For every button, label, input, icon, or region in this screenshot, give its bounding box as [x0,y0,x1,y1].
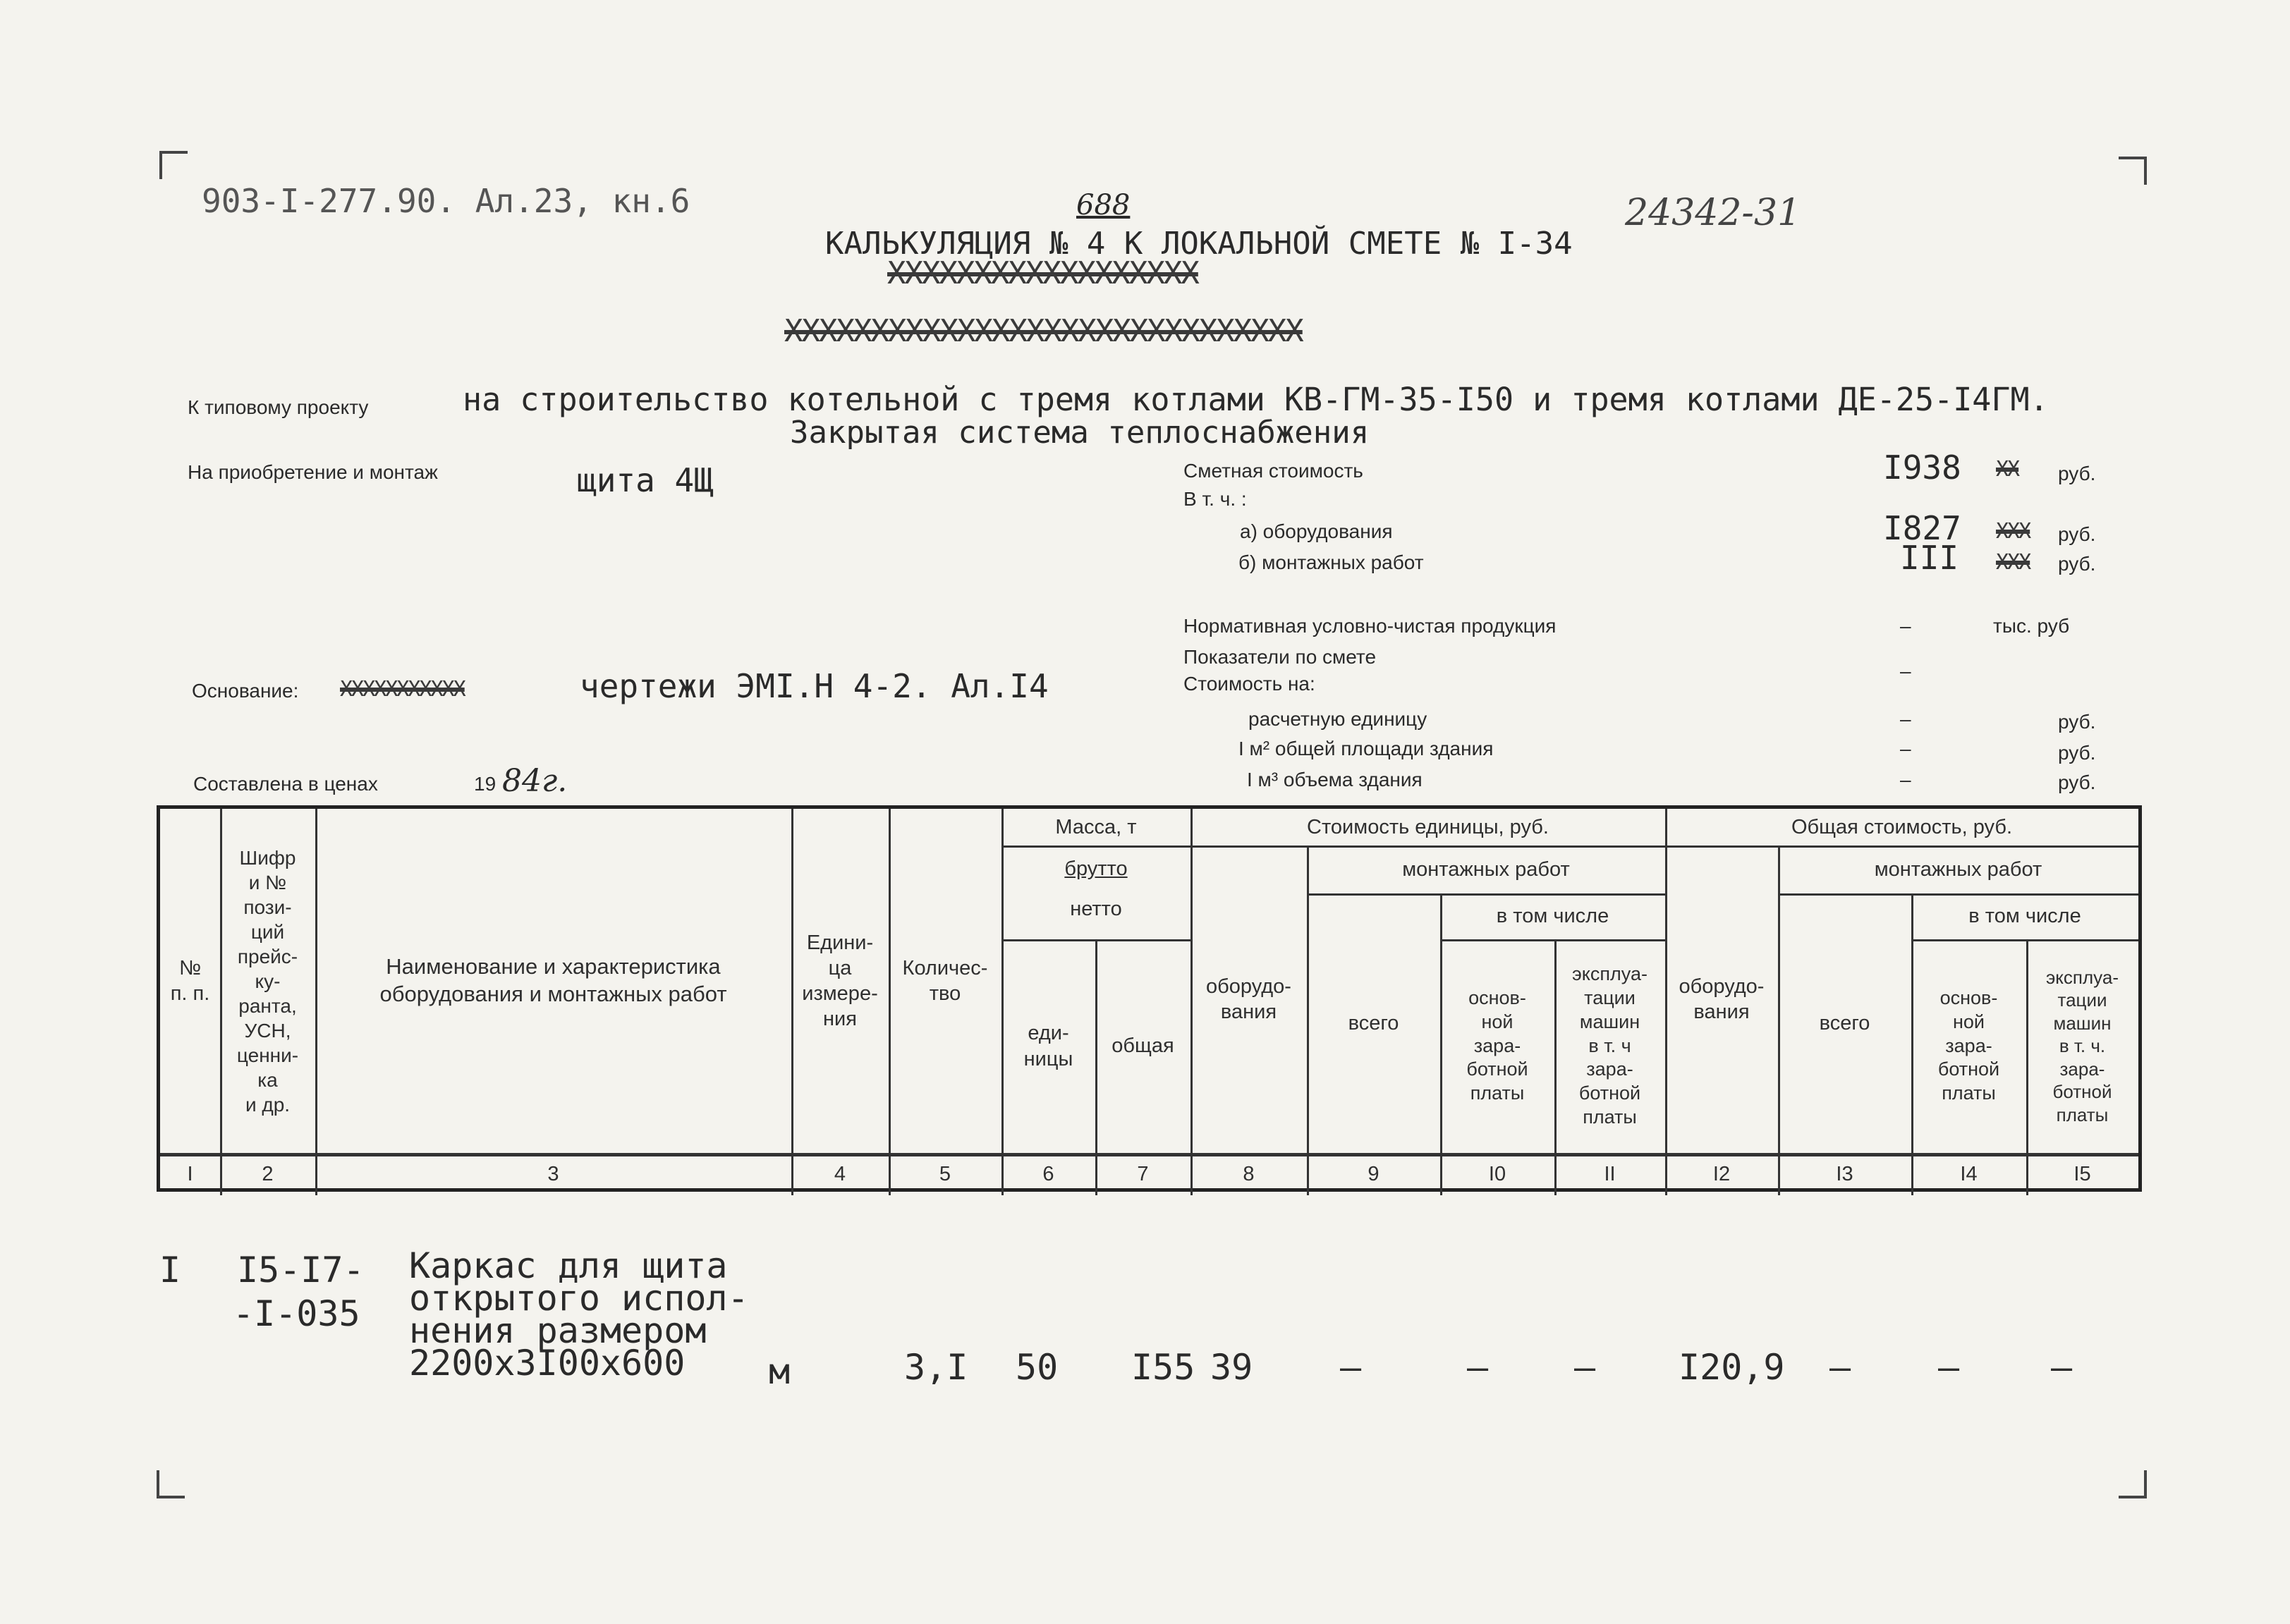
row-col-14: – [1938,1347,1960,1388]
header-col-15: эксплуа- тации машин в т. ч. зара- ботной платы [2045,966,2119,1125]
row-mass-unit: 50 [1016,1347,1059,1388]
project-label: К типовому проекту [188,396,369,418]
volume-unit: руб. [2058,771,2096,793]
header-col-12: оборудо- вания [1679,975,1765,1023]
document-code: 903-I-277.90. Ал.23, кн.6 [202,182,690,220]
col-number-3: 3 [547,1162,559,1185]
equipment-label: а) оборудования [1240,520,1393,542]
col-number-9: 9 [1368,1162,1380,1185]
struck-title-line-2: ХХХХХХХХХХХХХХХХХХХХХХХХХХХХХХ [784,313,1303,349]
indicators-label: Показатели по смете [1183,646,1377,668]
col-number-2: 2 [262,1162,274,1185]
row-name-line-4: 2200х3I00х600 [409,1343,686,1384]
prices-year-prefix: 19 [474,773,497,795]
header-install: монтажных работ [1402,857,1570,881]
header-mass: Масса, т [1055,815,1137,838]
header-col-6: еди- ницы [1023,1022,1073,1070]
inventory-stamp: 24342-31 [1625,192,1801,234]
calc-unit-unit: руб. [2058,711,2096,733]
header-netto: нетто [1070,897,1122,920]
header-col-5: Количес- тво [902,956,988,1005]
project-description-line-2: Закрытая система теплоснабжения [790,415,1370,451]
corner-mark-bottom-right [2119,1470,2147,1498]
estimate-table [157,805,2142,1192]
cost-per-label: Стоимость на: [1183,673,1315,695]
cost-unit: руб. [2058,463,2096,484]
equipment-value: I827 [1883,509,1961,547]
header-col-1: № п. п. [170,956,210,1005]
header-col-14: основ- ной зара- ботной платы [1937,987,2000,1104]
col-number-12: I2 [1712,1162,1731,1185]
header-col-13: всего [1819,1011,1870,1034]
header-col-10: основ- ной зара- ботной платы [1466,987,1528,1104]
header-col-3: Наименование и характеристика оборудования и монтажных работ [379,954,727,1006]
cost-label: Сметная стоимость [1183,460,1363,482]
corner-mark-top-right [2119,157,2147,185]
col-number-11: II [1604,1162,1616,1185]
header-including-2: в том числе [1968,905,2081,928]
col-number-1: I [187,1162,193,1185]
cost-value: I938 [1883,448,1961,487]
row-mass-total: I55 [1131,1347,1195,1388]
normative-label: Нормативная условно-чистая продукция [1183,615,1557,637]
col-number-7: 7 [1137,1162,1149,1185]
header-col-7: общая [1111,1034,1174,1058]
corner-mark-top-left [159,151,188,179]
header-install-2: монтажных работ [1874,857,2042,881]
header-col-4: Едини- ца измере- ния [802,931,878,1031]
row-code-line-1: I5-I7- [237,1250,365,1290]
col-number-13: I3 [1836,1162,1853,1185]
corner-mark-bottom-left [157,1470,185,1498]
installation-struck: ХХХ [1996,550,2030,575]
cost-struck: ХХ [1996,457,2019,482]
basis-label: Основание: [192,680,299,702]
row-col-13: – [1829,1347,1851,1388]
installation-label: б) монтажных работ [1238,551,1424,573]
volume-label: I м³ объема здания [1247,769,1423,790]
header-col-11: эксплуа- тации машин в т. ч зара- ботной платы [1572,963,1648,1128]
col-number-5: 5 [939,1162,951,1185]
col-number-4: 4 [834,1162,846,1185]
row-name-line-2: открытого испол- [409,1278,749,1319]
header-total-cost: Общая стоимость, руб. [1791,815,2013,838]
equipment-struck: ХХХ [1996,519,2030,544]
header-brutto: брутто [1064,857,1128,880]
calc-unit-value: – [1900,708,1911,730]
header-unit-cost: Стоимость единицы, руб. [1307,815,1549,838]
page-number: 688 [1076,189,1131,221]
basis-struck: ХХХХХХХХХХХ [340,677,465,702]
purchase-label: На приобретение и монтаж [188,461,438,483]
row-col-10: – [1467,1347,1489,1388]
header-including: в том числе [1496,905,1609,928]
col-number-8: 8 [1243,1162,1255,1185]
volume-value: – [1900,769,1911,790]
installation-value: III [1900,539,1959,577]
row-name-line-3: нения размером [409,1310,707,1351]
normative-value: – [1900,615,1911,637]
page-title: КАЛЬКУЛЯЦИЯ № 4 К ЛОКАЛЬНОЙ СМЕТЕ № I-34 [825,226,1573,262]
basis-value: чертежи ЭМI.Н 4-2. Ал.I4 [580,667,1049,705]
col-number-15: I5 [2073,1162,2091,1185]
calc-unit-label: расчетную единицу [1248,708,1427,730]
row-col-9: – [1340,1347,1362,1388]
indicators-value: – [1900,660,1911,682]
installation-unit: руб. [2058,553,2096,575]
row-col-15: – [2051,1347,2073,1388]
equipment-unit: руб. [2058,523,2096,545]
area-unit: руб. [2058,742,2096,764]
normative-unit: тыс. руб [1993,615,2070,637]
header-col-9: всего [1348,1011,1399,1034]
row-equipment-cost: 39 [1210,1347,1253,1388]
row-col-11: – [1574,1347,1596,1388]
row-total-equipment: I20,9 [1679,1347,1785,1388]
area-value: – [1900,738,1911,759]
col-number-14: I4 [1960,1162,1978,1185]
col-number-10: I0 [1488,1162,1506,1185]
area-label: I м² общей площади здания [1238,738,1494,759]
row-unit: м [769,1351,791,1392]
col-number-6: 6 [1042,1162,1054,1185]
row-code-line-2: -I-035 [233,1293,360,1334]
row-quantity: 3,I [904,1347,968,1388]
project-description: на строительство котельной с тремя котлами КВ-ГМ-35-I50 и тремя котлами ДЕ-25-I4ГМ. [463,381,2049,418]
row-number: I [159,1250,181,1290]
struck-title-line-1: ХХХХХХХХХХХХХХХХХХ [887,255,1198,291]
header-col-2: Шифр и № пози- ций прейс- ку- ранта, УСН, ценни- ка и др. [236,846,299,1116]
header-col-8: оборудо- вания [1206,975,1291,1023]
purchase-value: щита 4Щ [577,461,714,499]
row-name-line-1: Каркас для щита [409,1245,728,1286]
including-label: В т. ч. : [1183,488,1247,510]
prices-label: Составлена в ценах [193,773,378,795]
prices-year: 84г. [502,763,568,799]
